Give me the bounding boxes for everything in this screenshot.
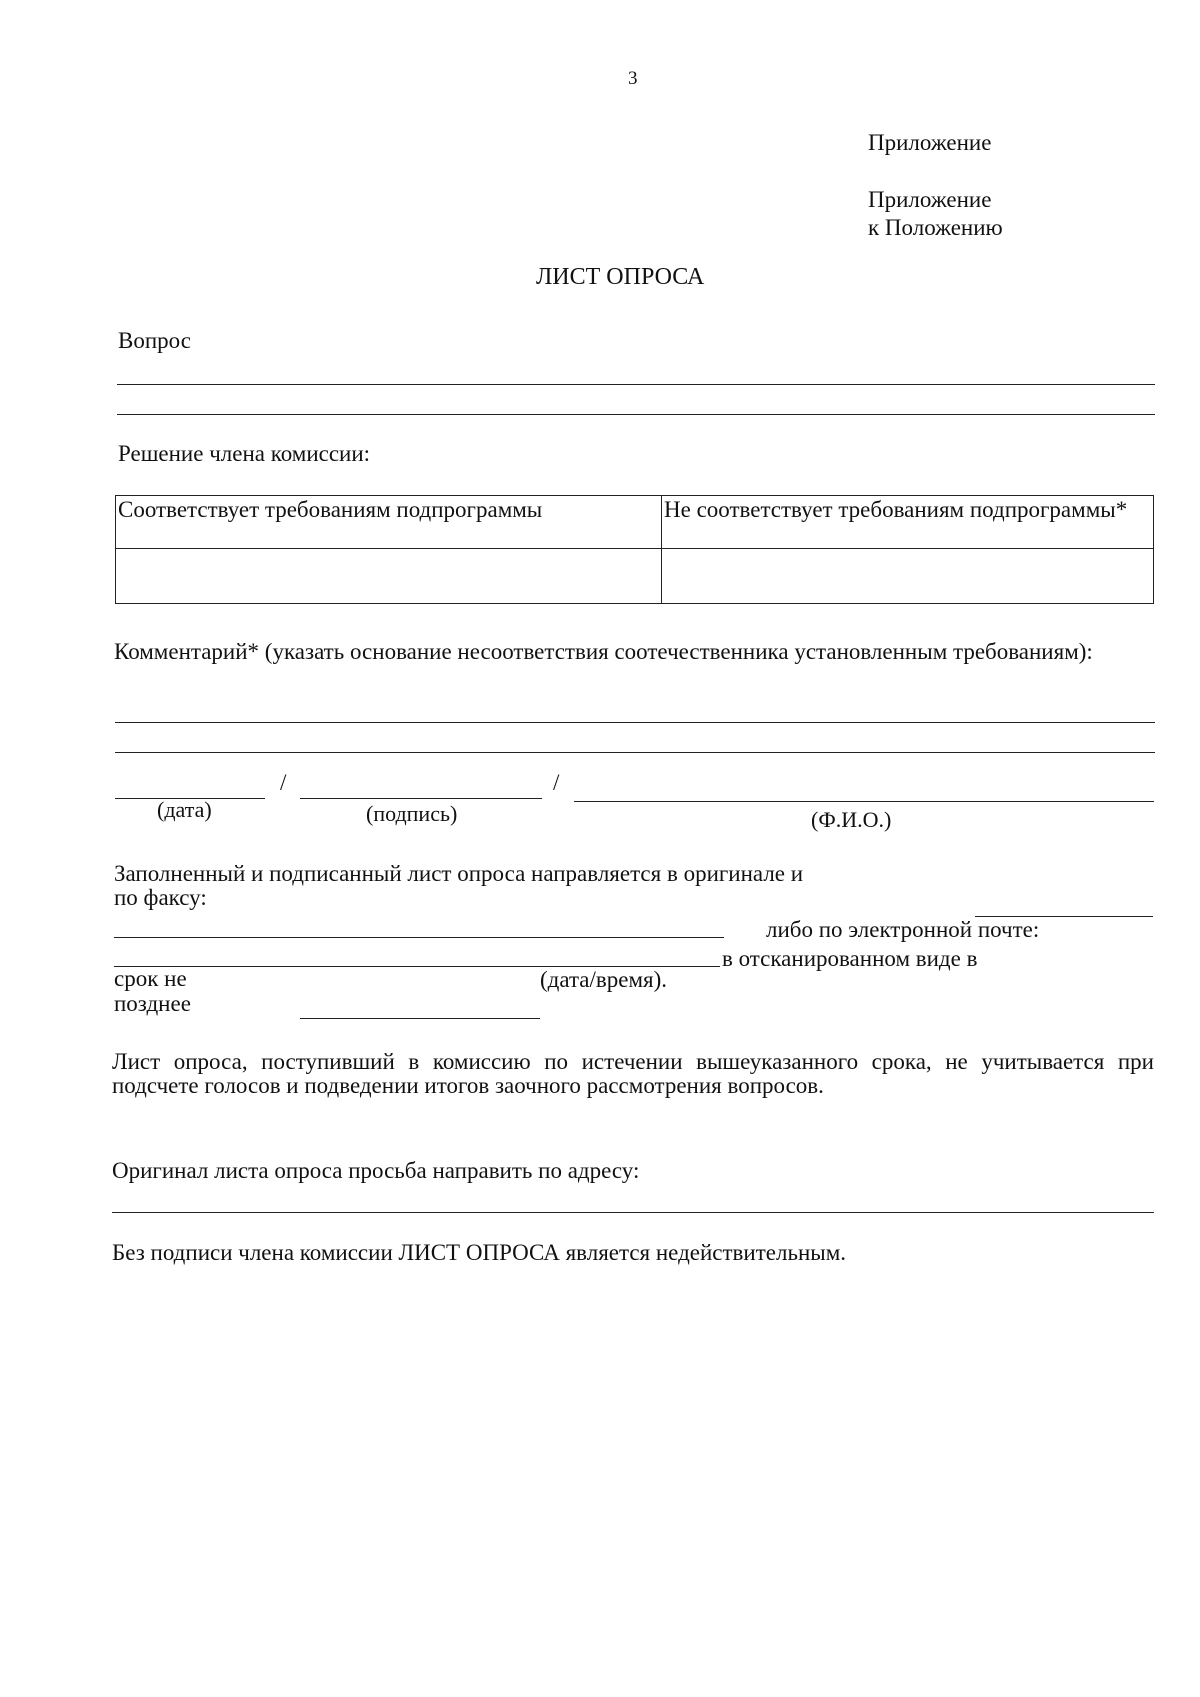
document-title: ЛИСТ ОПРОСА <box>536 264 705 290</box>
submission-fax-text <box>114 862 803 910</box>
deadline-line1: срок не <box>114 966 187 991</box>
datetime-caption: (дата/время). <box>540 967 668 992</box>
question-line-1[interactable] <box>117 384 1155 385</box>
date-caption: (дата) <box>157 797 212 822</box>
decision-cell-noncompliant[interactable] <box>662 549 1154 604</box>
submission-fax-line1: Заполненный и подписанный лист опроса направляется в оригинале и <box>114 861 804 886</box>
page-number: 3 <box>628 68 638 89</box>
scan-text: в отсканированном виде в <box>722 946 978 971</box>
fax-line[interactable] <box>114 937 724 938</box>
question-label: Вопрос <box>118 328 191 353</box>
deadline-line[interactable] <box>300 1018 540 1019</box>
submission-fax-line2: по факсу: <box>114 885 207 910</box>
appendix-reference-line2: к Положению <box>868 215 1003 240</box>
signature-slash-1: / <box>280 770 287 795</box>
email-text: либо по электронной почте: <box>766 917 1040 942</box>
deadline-line2: позднее <box>114 991 191 1016</box>
signature-line[interactable] <box>300 798 542 799</box>
question-line-2[interactable] <box>117 414 1155 415</box>
deadline-text <box>114 966 191 1016</box>
comment-line-1[interactable] <box>115 722 1155 723</box>
decision-label: Решение члена комиссии: <box>118 441 371 466</box>
decision-table <box>115 495 1154 604</box>
invalid-notice: Без подписи члена комиссии ЛИСТ ОПРОСА является недействительным. <box>112 1240 847 1265</box>
appendix-reference-line1: Приложение <box>868 187 992 212</box>
late-notice: Лист опроса, поступивший в комиссию по истечении вышеуказанного срока, не учитывается при подсчете голосов и подведении итогов заочного рассмотрения вопросов. <box>112 1049 1154 1098</box>
comment-line-2[interactable] <box>115 752 1155 753</box>
decision-cell-compliant[interactable] <box>116 549 662 604</box>
appendix-reference <box>868 186 1003 242</box>
address-line[interactable] <box>112 1212 1154 1213</box>
name-caption: (Ф.И.О.) <box>811 807 892 832</box>
name-line[interactable] <box>574 801 1154 802</box>
signature-slash-2: / <box>553 770 560 795</box>
decision-header-compliant: Соответствует требованиям подпрограммы <box>116 496 662 549</box>
appendix-label: Приложение <box>868 130 992 155</box>
signature-caption: (подпись) <box>366 801 458 826</box>
comment-label: Комментарий* (указать основание несоответствия соотечественника установленным требованиям): <box>114 639 1093 664</box>
address-label: Оригинал листа опроса просьба направить по адресу: <box>112 1158 640 1183</box>
decision-header-noncompliant: Не соответствует требованиям подпрограммы* <box>662 496 1154 549</box>
